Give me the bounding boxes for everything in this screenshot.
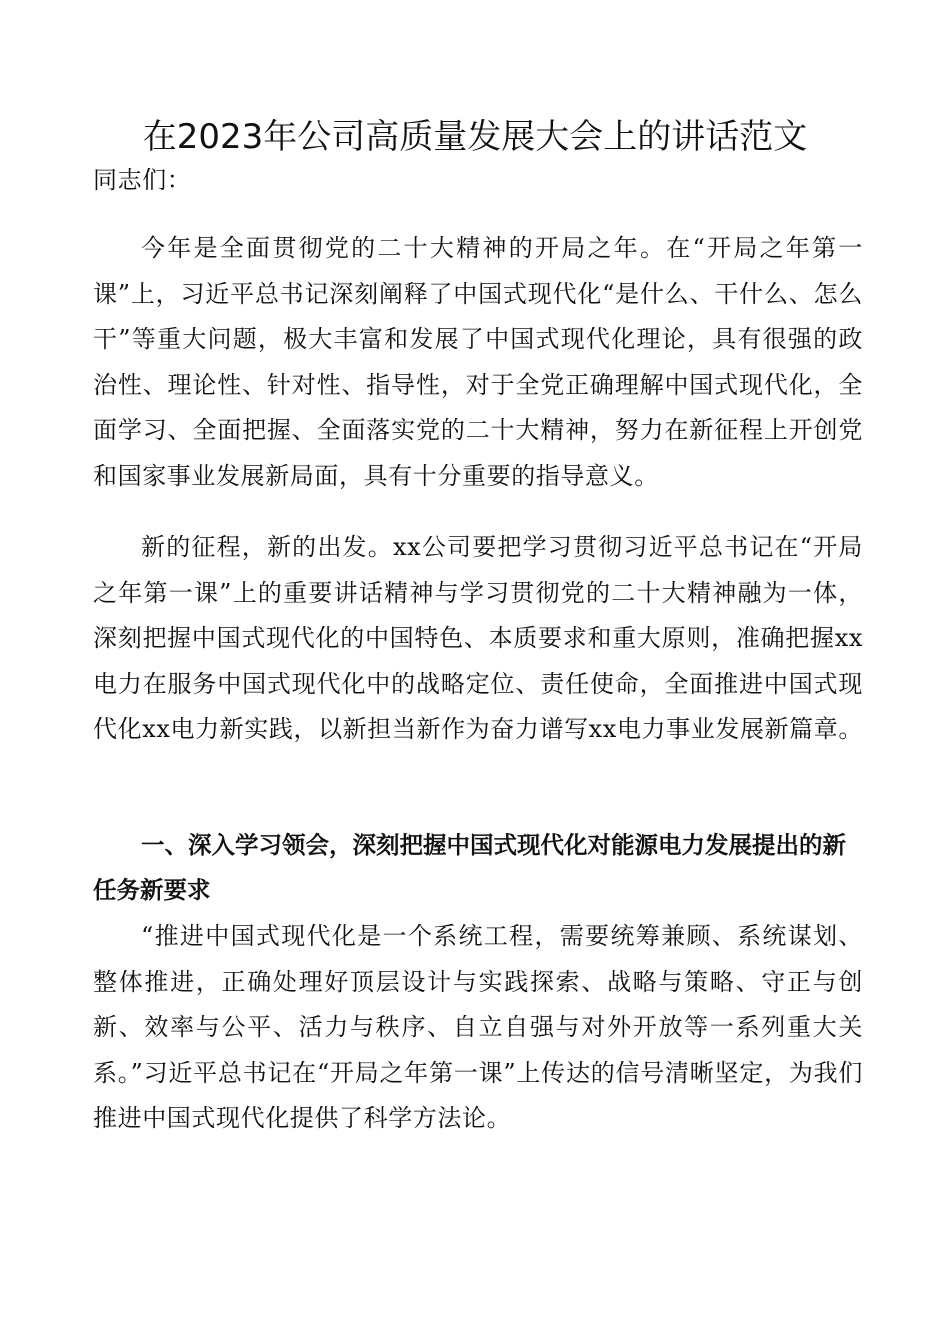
- paragraph-section-one: “推进中国式现代化是一个系统工程，需要统筹兼顾、系统谋划、整体推进，正确处理好顶层设计与实践探索、战略与策略、守正与创新、效率与公平、活力与秩序、自立自强与对外开放等一系列重大关系。”习近平总书记在“开局之年第一课”上传达的信号清晰坚定，为我们推进中国式现代化提供了科学方法论。: [93, 922, 863, 1132]
- paragraph-new-journey: 新的征程，新的出发。xx公司要把学习贯彻习近平总书记在“开局之年第一课”上的重要讲话精神与学习贯彻党的二十大精神融为一体，深刻把握中国式现代化的中国特色、本质要求和重大原则，准确把握xx电力在服务中国式现代化中的战略定位、责任使命，全面推进中国式现代化xx电力新实践，以新担当新作为奋力谱写xx电力事业发展新篇章。: [93, 533, 863, 743]
- document-title: 在2023年公司高质量发展大会上的讲话范文: [142, 117, 808, 157]
- salutation: 同志们：: [93, 166, 192, 194]
- section-heading-one: 一、深入学习领会，深刻把握中国式现代化对能源电力发展提出的新任务新要求: [93, 831, 846, 904]
- paragraph-intro: 今年是全面贯彻党的二十大精神的开局之年。在“开局之年第一课”上，习近平总书记深刻阐释了中国式现代化“是什么、干什么、怎么干”等重大问题，极大丰富和发展了中国式现代化理论，具有很强的政治性、理论性、针对性、指导性，对于全党正确理解中国式现代化，全面学习、全面把握、全面落实党的二十大精神，努力在新征程上开创党和国家事业发展新局面，具有十分重要的指导意义。: [93, 234, 863, 490]
